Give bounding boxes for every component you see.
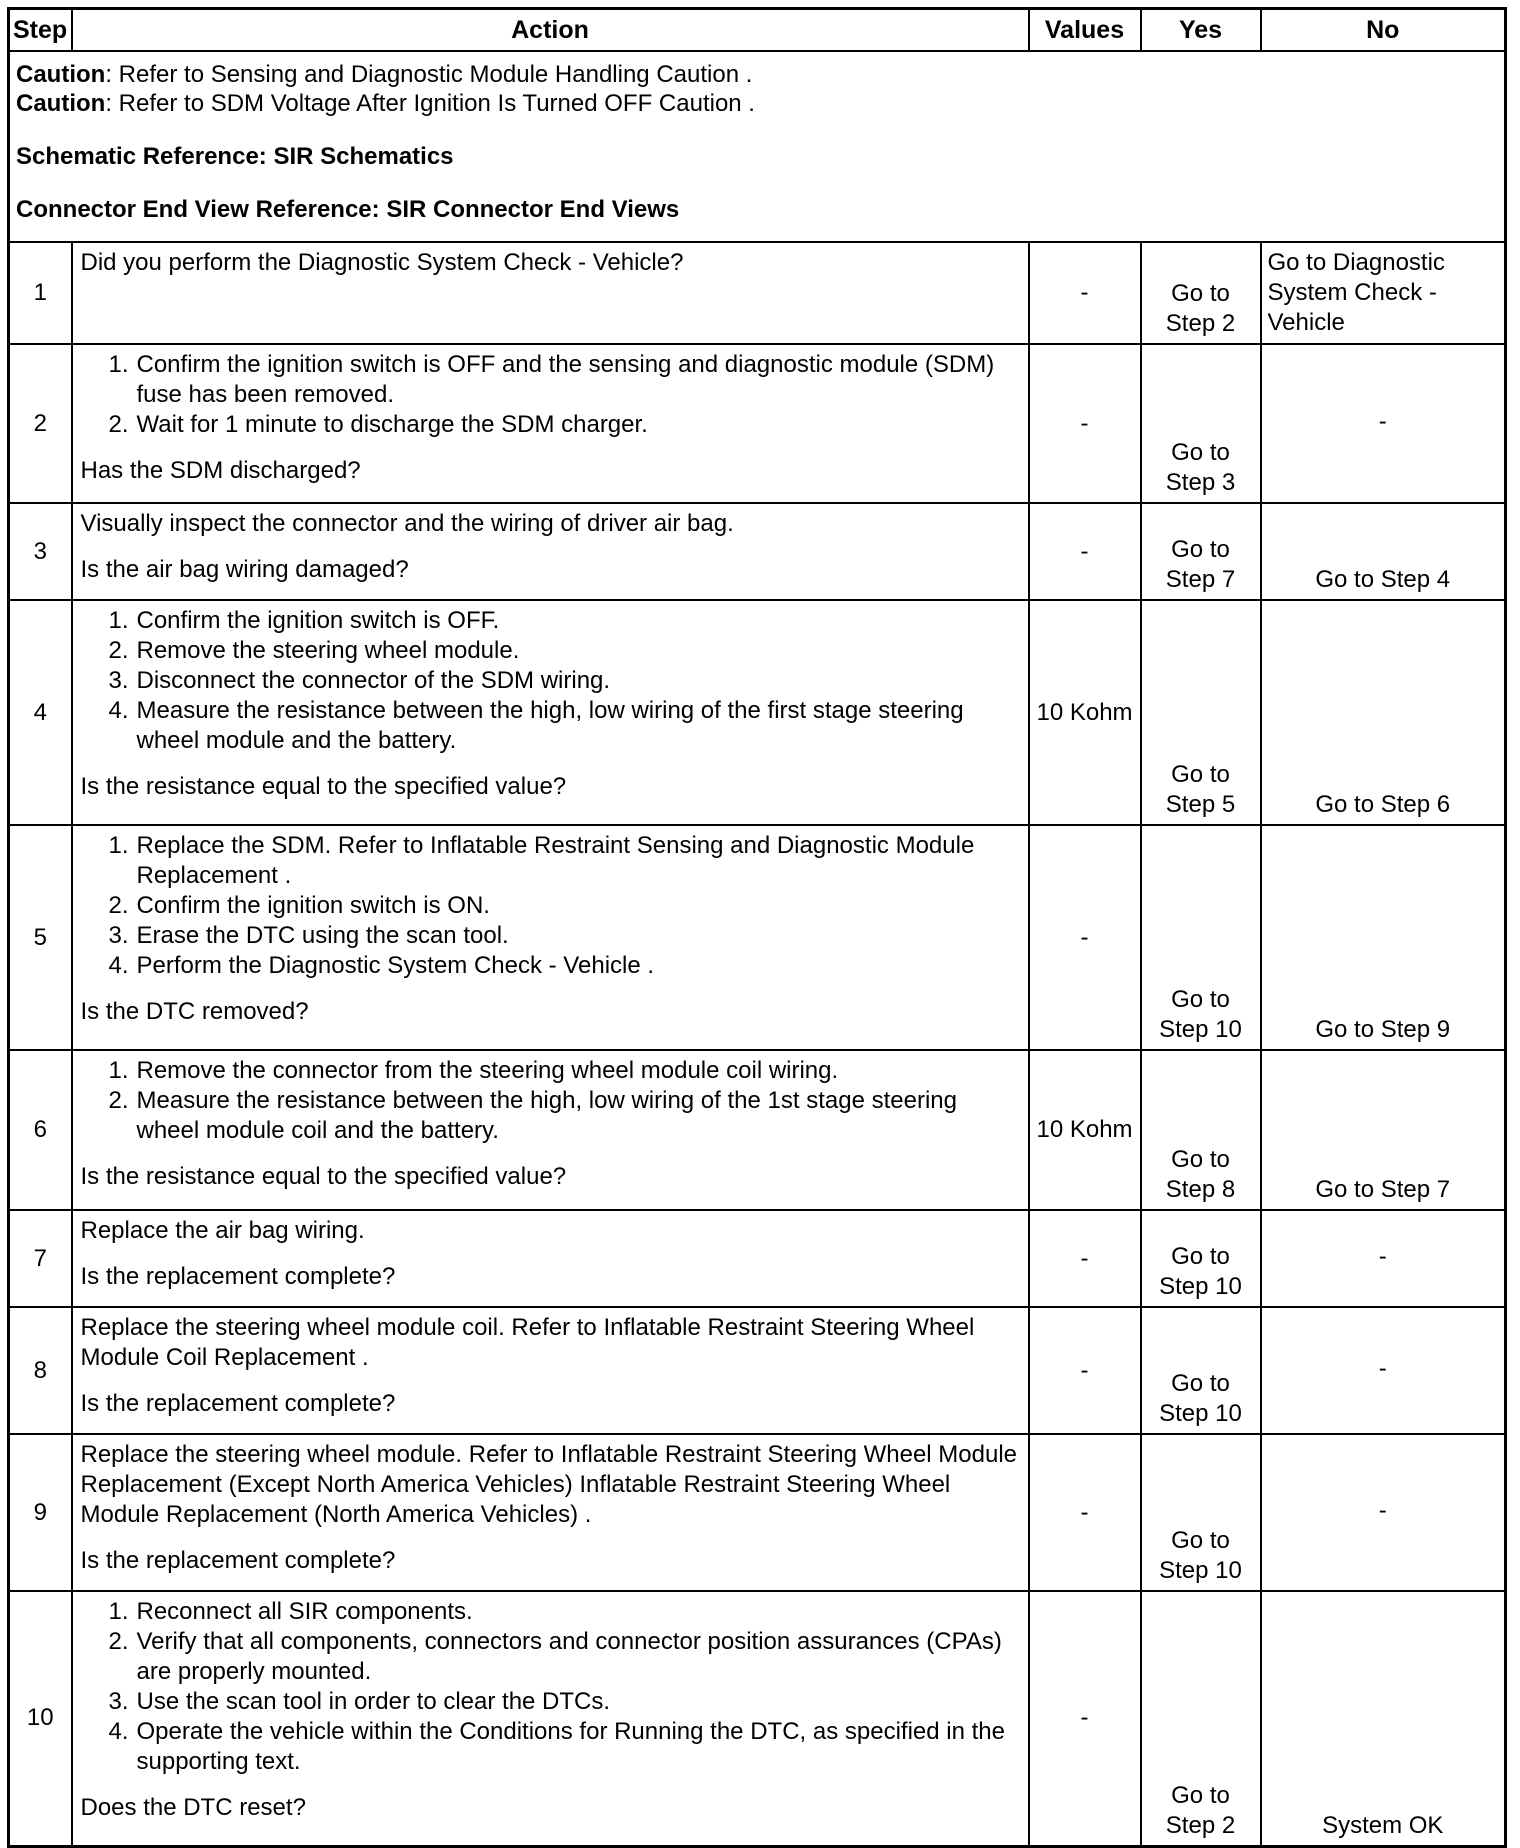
step-number: 6	[9, 1050, 72, 1210]
caution-2: Caution: Refer to SDM Voltage After Ignition Is Turned OFF Caution .	[16, 90, 755, 117]
no-cell: Go to Step 4	[1261, 503, 1506, 600]
header-row	[9, 9, 1506, 52]
no-cell: -	[1261, 344, 1506, 503]
table-row	[9, 503, 1506, 600]
table-row	[9, 344, 1506, 503]
action-cell	[72, 1434, 1029, 1591]
action-step-item: 1. Reconnect all SIR components.	[108, 1598, 473, 1625]
value-cell: 10 Kohm	[1029, 600, 1141, 825]
step-number: 5	[9, 825, 72, 1050]
table-row	[9, 1591, 1506, 1846]
yes-cell: Go to Step 10	[1141, 1210, 1261, 1307]
action-text: Replace the steering wheel module coil. Refer to Inflatable Restraint Steering Wheel Module Coil Replacement .	[80, 1314, 975, 1371]
header-yes: Yes	[1141, 9, 1261, 52]
header-action: Action	[72, 9, 1029, 52]
action-question: Has the SDM discharged?	[80, 457, 361, 484]
table-row	[9, 1210, 1506, 1307]
table-row	[9, 1050, 1506, 1210]
action-steps-list	[81, 606, 1020, 756]
action-step-item: 2. Verify that all components, connectors and connector position assurances (CPAs) are properly mounted.	[108, 1628, 1002, 1685]
action-text: Replace the steering wheel module. Refer to Inflatable Restraint Steering Wheel Module Replacement (Except North America Vehicles) Inflatable Restraint Steering Wheel Module Replacement (North America Vehicles) .	[80, 1441, 1018, 1528]
action-steps-list	[81, 1056, 1020, 1146]
action-step-item: 1. Replace the SDM. Refer to Inflatable Restraint Sensing and Diagnostic Module Replacement .	[108, 832, 975, 889]
step-number: 3	[9, 503, 72, 600]
action-question: Is the replacement complete?	[80, 1547, 396, 1574]
step-number: 9	[9, 1434, 72, 1591]
yes-cell: Go to Step 2	[1141, 242, 1261, 344]
action-question: Is the replacement complete?	[80, 1263, 396, 1290]
no-cell: Go to Step 9	[1261, 825, 1506, 1050]
table-row	[9, 242, 1506, 344]
value-cell: -	[1029, 1210, 1141, 1307]
action-text: Visually inspect the connector and the wiring of driver air bag.	[80, 510, 734, 537]
yes-cell: Go to Step 8	[1141, 1050, 1261, 1210]
schematic-reference: Schematic Reference: SIR Schematics	[16, 143, 454, 170]
action-step-item: 2. Measure the resistance between the high, low wiring of the 1st stage steering wheel module coil and the battery.	[108, 1087, 957, 1144]
action-text: Did you perform the Diagnostic System Check - Vehicle?	[80, 249, 684, 276]
header-no: No	[1261, 9, 1506, 52]
value-cell: -	[1029, 1591, 1141, 1846]
no-cell: System OK	[1261, 1591, 1506, 1846]
yes-cell: Go to Step 3	[1141, 344, 1261, 503]
action-cell	[72, 1210, 1029, 1307]
action-step-item: 4. Operate the vehicle within the Conditions for Running the DTC, as specified in the supporting text.	[108, 1718, 1005, 1775]
yes-cell: Go to Step 10	[1141, 1307, 1261, 1434]
step-number: 8	[9, 1307, 72, 1434]
action-cell	[72, 503, 1029, 600]
action-cell	[72, 1307, 1029, 1434]
no-cell: Go to Diagnostic System Check - Vehicle	[1261, 242, 1506, 344]
action-step-item: 3. Use the scan tool in order to clear the DTCs.	[108, 1688, 611, 1715]
step-number: 4	[9, 600, 72, 825]
step-number: 2	[9, 344, 72, 503]
yes-cell: Go to Step 10	[1141, 825, 1261, 1050]
diagnostic-table	[7, 7, 1507, 1848]
yes-cell: Go to Step 10	[1141, 1434, 1261, 1591]
no-cell: Go to Step 6	[1261, 600, 1506, 825]
no-cell: Go to Step 7	[1261, 1050, 1506, 1210]
yes-cell: Go to Step 5	[1141, 600, 1261, 825]
action-step-item: 1. Confirm the ignition switch is OFF.	[108, 607, 500, 634]
action-cell	[72, 600, 1029, 825]
value-cell: -	[1029, 1434, 1141, 1591]
value-cell: -	[1029, 242, 1141, 344]
table-row	[9, 1434, 1506, 1591]
value-cell: 10 Kohm	[1029, 1050, 1141, 1210]
yes-cell: Go to Step 7	[1141, 503, 1261, 600]
action-cell	[72, 344, 1029, 503]
table-row	[9, 600, 1506, 825]
yes-cell: Go to Step 2	[1141, 1591, 1261, 1846]
no-cell: -	[1261, 1307, 1506, 1434]
intro-row	[9, 51, 1506, 242]
caution-1: Caution: Refer to Sensing and Diagnostic Module Handling Caution .	[16, 61, 753, 88]
action-question: Is the DTC removed?	[80, 998, 309, 1025]
action-step-item: 4. Perform the Diagnostic System Check - Vehicle .	[108, 952, 655, 979]
action-cell	[72, 1591, 1029, 1846]
action-steps-list	[81, 1597, 1020, 1777]
action-steps-list	[81, 831, 1020, 981]
action-cell	[72, 1050, 1029, 1210]
action-question: Does the DTC reset?	[80, 1794, 306, 1821]
no-cell: -	[1261, 1210, 1506, 1307]
action-cell	[72, 242, 1029, 344]
intro-notes	[9, 51, 1506, 242]
table-row	[9, 1307, 1506, 1434]
action-step-item: 2. Remove the steering wheel module.	[108, 637, 520, 664]
step-number: 10	[9, 1591, 72, 1846]
action-text: Replace the air bag wiring.	[80, 1217, 365, 1244]
action-steps-list	[81, 350, 1020, 440]
value-cell: -	[1029, 344, 1141, 503]
action-step-item: 3. Erase the DTC using the scan tool.	[108, 922, 509, 949]
header-values: Values	[1029, 9, 1141, 52]
action-step-item: 3. Disconnect the connector of the SDM wiring.	[108, 667, 611, 694]
action-step-item: 4. Measure the resistance between the high, low wiring of the first stage steering wheel module and the battery.	[108, 697, 964, 754]
action-step-item: 1. Remove the connector from the steering wheel module coil wiring.	[108, 1057, 839, 1084]
action-question: Is the replacement complete?	[80, 1390, 396, 1417]
header-step: Step	[9, 9, 72, 52]
action-step-item: 1. Confirm the ignition switch is OFF and the sensing and diagnostic module (SDM) fuse has been removed.	[108, 351, 995, 408]
action-cell	[72, 825, 1029, 1050]
action-step-item: 2. Confirm the ignition switch is ON.	[108, 892, 490, 919]
value-cell: -	[1029, 825, 1141, 1050]
action-question: Is the air bag wiring damaged?	[80, 556, 409, 583]
table-row	[9, 825, 1506, 1050]
action-question: Is the resistance equal to the specified value?	[80, 773, 567, 800]
connector-reference: Connector End View Reference: SIR Connector End Views	[16, 196, 680, 223]
action-step-item: 2. Wait for 1 minute to discharge the SDM charger.	[108, 411, 648, 438]
step-number: 7	[9, 1210, 72, 1307]
value-cell: -	[1029, 1307, 1141, 1434]
action-question: Is the resistance equal to the specified value?	[80, 1163, 567, 1190]
value-cell: -	[1029, 503, 1141, 600]
no-cell: -	[1261, 1434, 1506, 1591]
step-number: 1	[9, 242, 72, 344]
